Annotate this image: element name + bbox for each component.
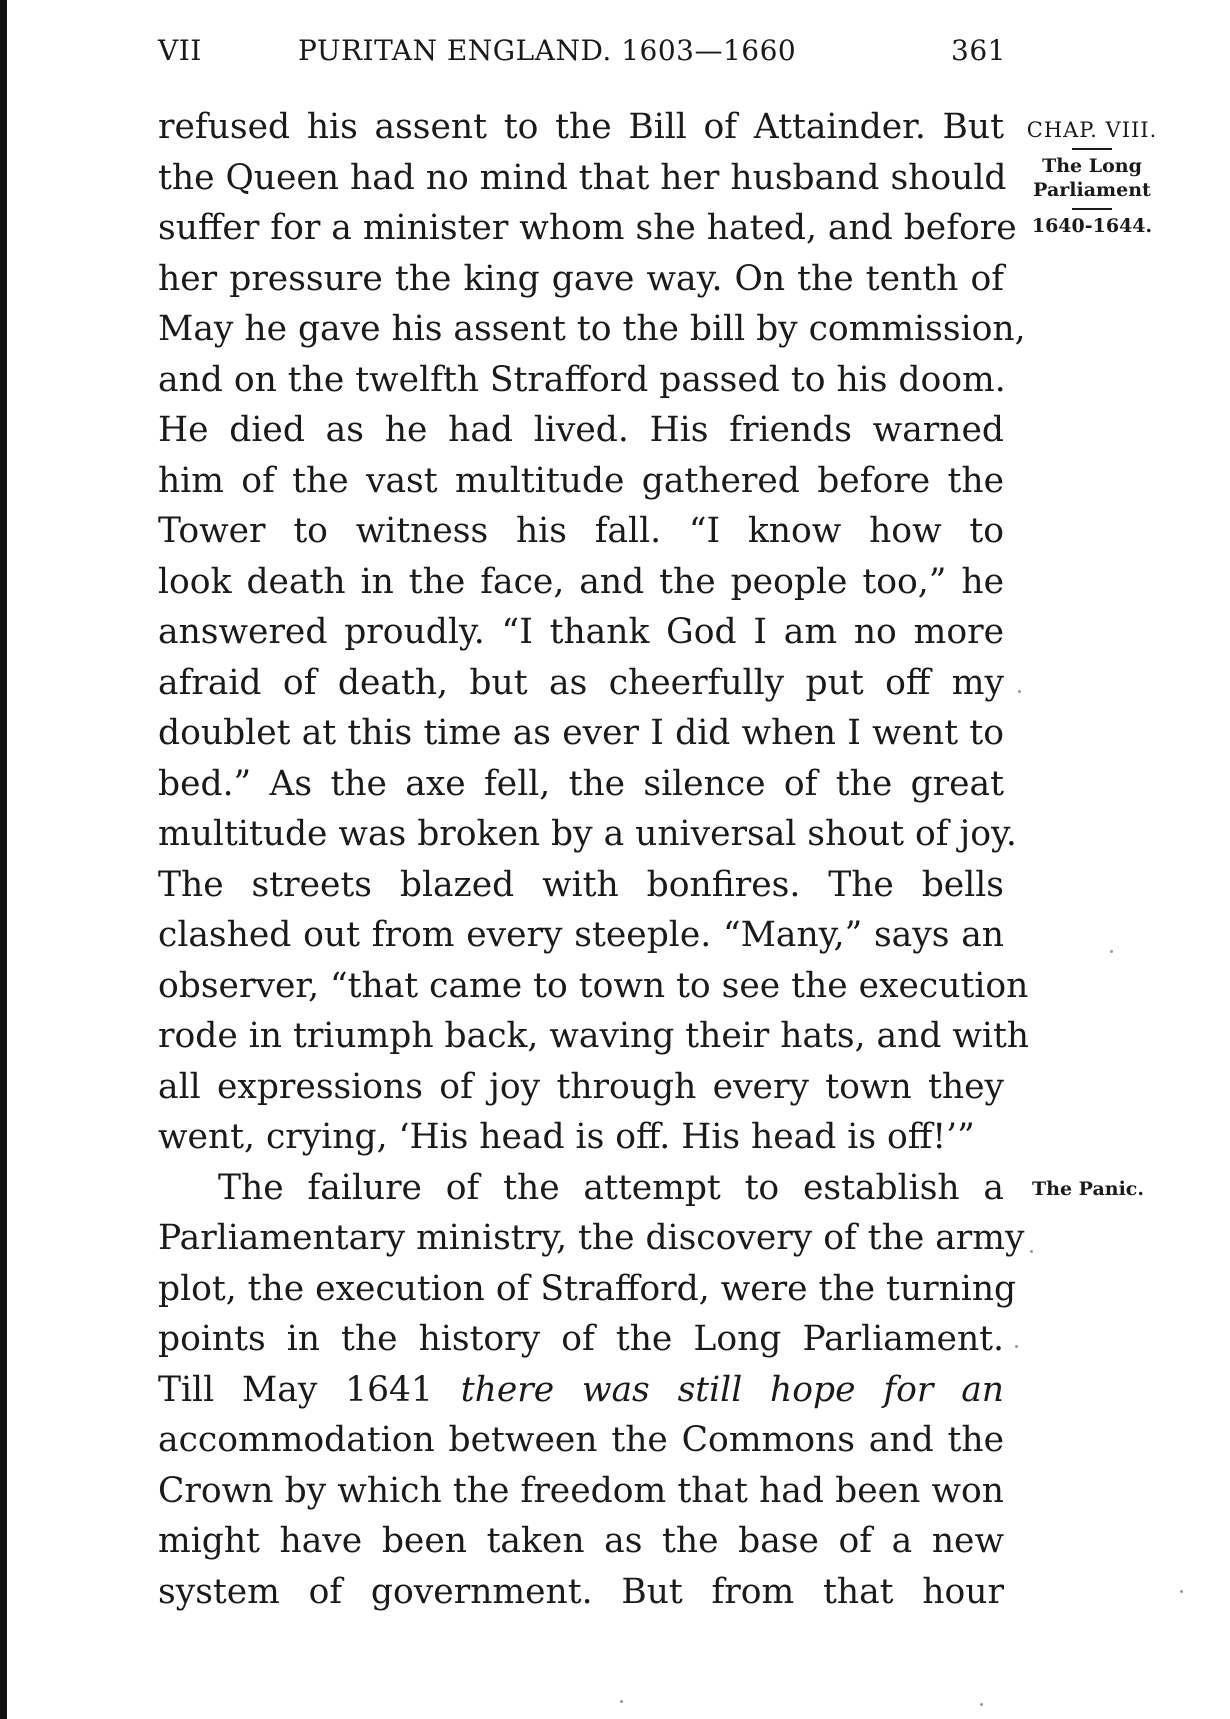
- text-line: rode in triumph back, waving their hats, and with: [158, 1016, 1030, 1056]
- text-line-mixed: [158, 1365, 1004, 1416]
- paper-speck: [1180, 1590, 1183, 1593]
- text-line: doublet at this time as ever I did when I went to: [158, 713, 1004, 753]
- text-line: afraid of death, but as cheerfully put off my: [158, 662, 1004, 703]
- page-number: 361: [951, 34, 1006, 67]
- text-line: her pressure the king gave way. On the tenth of: [158, 258, 1004, 299]
- running-head-chapter: VII: [158, 34, 202, 67]
- sidenote-chapter-block: [1012, 117, 1172, 239]
- text-line: and on the twelfth Strafford passed to his doom.: [158, 359, 1006, 400]
- paper-speck: [620, 1700, 623, 1703]
- text-line: bed.” As the axe fell, the silence of the great: [158, 763, 1004, 804]
- text-line: Crown by which the freedom that had been won: [158, 1470, 1004, 1511]
- sidenote-section-line-2: Parliament: [1033, 179, 1151, 201]
- paper-speck: [1030, 1250, 1033, 1253]
- page-binding-edge: [0, 0, 7, 1719]
- text-line: The failure of the attempt to establish a: [218, 1167, 1004, 1208]
- paper-speck: [1018, 690, 1021, 693]
- italic-fragment: there was still hope for an: [460, 1369, 1004, 1410]
- text-line: answered proudly. “I thank God I am no more: [158, 612, 1004, 652]
- text-line: refused his assent to the Bill of Attainder. But: [158, 107, 1004, 147]
- text-line: multitude was broken by a universal shout of joy.: [158, 814, 1017, 854]
- sidenote-dates: 1640-1644.: [1031, 214, 1153, 237]
- text-line: him of the vast multitude gathered before the: [158, 460, 1004, 501]
- text-line: He died as he had lived. His friends warned: [158, 410, 1004, 450]
- paragraph-2: [158, 1163, 1025, 1618]
- sidenote-rule-bottom: [1072, 208, 1112, 210]
- text-line: all expressions of joy through every town they: [158, 1066, 1004, 1107]
- body-text: [158, 102, 1030, 1617]
- text-line: May he gave his assent to the bill by commission,: [158, 309, 1026, 349]
- text-line: went, crying, ‘His head is off. His head is off!’”: [158, 1117, 975, 1157]
- text-line: clashed out from every steeple. “Many,” says an: [158, 915, 1004, 955]
- text-line: Tower to witness his fall. “I know how to: [158, 511, 1004, 551]
- text-line: the Queen had no mind that her husband should: [158, 157, 1007, 198]
- text-line: Parliamentary ministry, the discovery of the army: [158, 1218, 1025, 1258]
- text-line: observer, “that came to town to see the execution: [158, 965, 1029, 1006]
- paper-speck: [1015, 1345, 1018, 1348]
- text-line: might have been taken as the base of a new: [158, 1521, 1004, 1561]
- sidenote-panic-label: The Panic.: [1032, 1178, 1144, 1200]
- text-line: suffer for a minister whom she hated, and before: [158, 208, 1017, 248]
- text-line: look death in the face, and the people too,” he: [158, 561, 1004, 602]
- paragraph-1: [158, 102, 1030, 1163]
- text-line: plot, the execution of Strafford, were the turning: [158, 1268, 1017, 1309]
- text-line: accommodation between the Commons and the: [158, 1420, 1004, 1460]
- paper-speck: [1110, 950, 1113, 953]
- paper-speck: [980, 1703, 983, 1706]
- sidenote-rule-top: [1072, 148, 1112, 150]
- running-head: [158, 34, 1006, 74]
- text-line: The streets blazed with bonfires. The bells: [158, 864, 1004, 905]
- text-line: system of government. But from that hour: [158, 1571, 1004, 1612]
- text-line: points in the history of the Long Parliament.: [158, 1319, 1004, 1359]
- sidenote-chapter: CHAP. VIII.: [1026, 118, 1158, 142]
- running-head-title: PURITAN ENGLAND. 1603—1660: [298, 34, 797, 67]
- sidenote-section-line-1: The Long: [1042, 155, 1142, 178]
- text-fragment: Till May 1641: [158, 1369, 461, 1410]
- sidenote-panic: [1018, 1178, 1158, 1202]
